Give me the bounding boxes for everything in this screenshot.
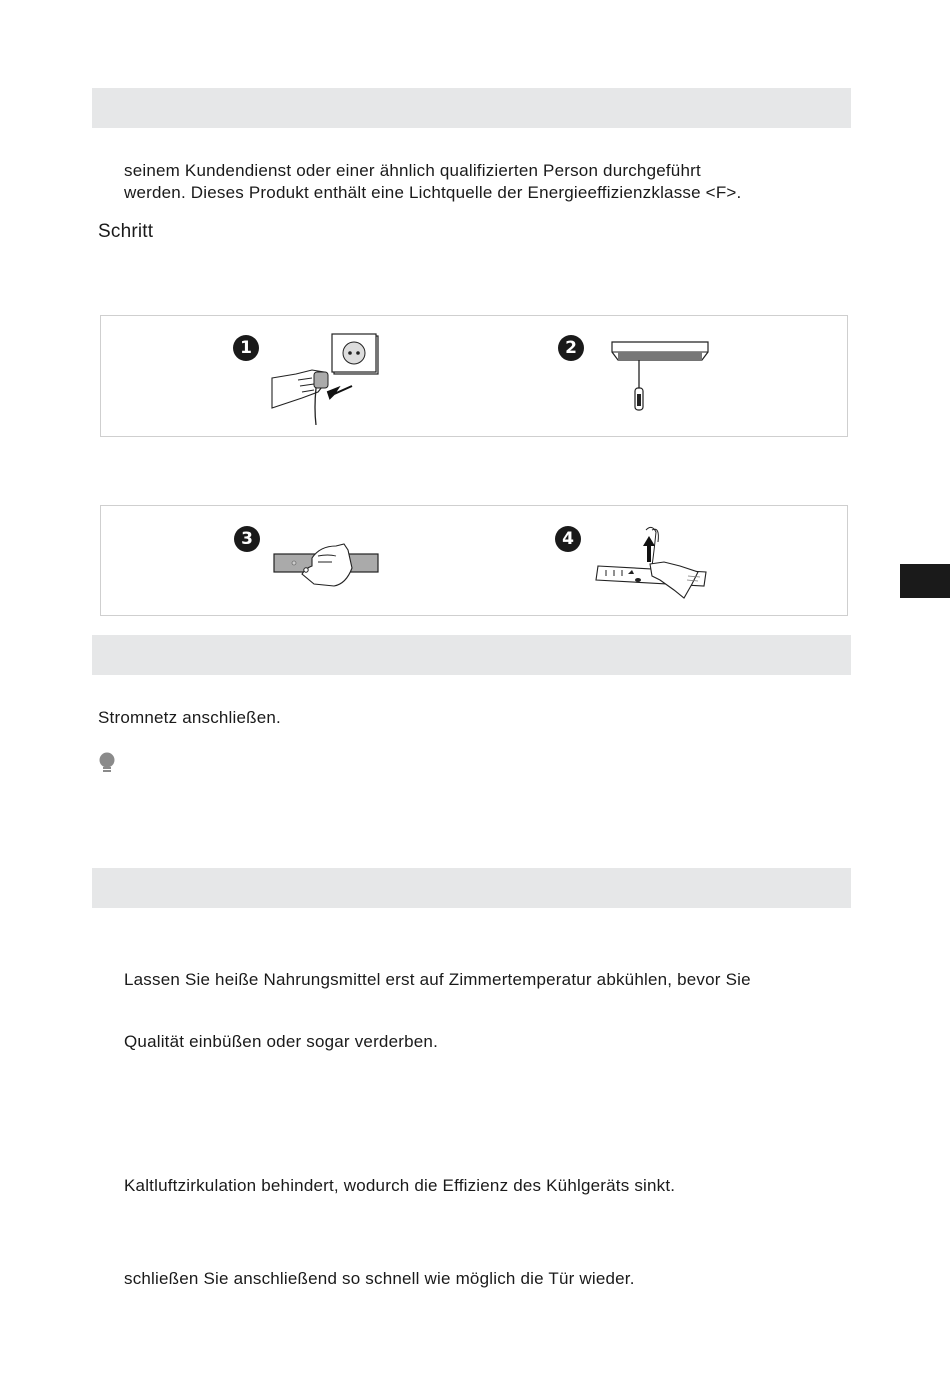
side-tab-marker [900, 564, 950, 598]
step-badge: 1 [233, 335, 259, 361]
step-badge: 4 [555, 526, 581, 552]
light-module-icon [594, 522, 712, 602]
lightbulb-icon [98, 752, 118, 774]
intro-line: seinem Kundendienst oder einer ähnlich qualifizierten Person durchgeführt [124, 161, 701, 180]
paragraph-line: Lassen Sie heiße Nahrungsmittel erst auf Zimmertemperatur abkühlen, bevor Sie [124, 970, 751, 989]
step-badge: 3 [234, 526, 260, 552]
steps-panel [100, 505, 848, 616]
section-header-band [92, 635, 851, 675]
paragraph-line: schließen Sie anschließend so schnell wie möglich die Tür wieder. [124, 1269, 635, 1288]
unplug-icon [268, 330, 383, 425]
step-badge: 2 [558, 335, 584, 361]
intro-line: werden. Dieses Produkt enthält eine Lichtquelle der Energieeffizienzklasse <F>. [124, 183, 742, 202]
steps-panel [100, 315, 848, 437]
section-header-band [92, 88, 851, 128]
paragraph-line: Kaltluftzirkulation behindert, wodurch die Effizienz des Kühlgeräts sinkt. [124, 1176, 676, 1195]
screwdriver-icon [610, 338, 710, 416]
section-text: Stromnetz anschließen. [98, 708, 281, 727]
section-header-band [92, 868, 851, 908]
paragraph-line: Qualität einbüßen oder sogar verderben. [124, 1032, 438, 1051]
step-heading: Schritt [98, 221, 154, 242]
lamp-cover-icon [272, 540, 382, 590]
